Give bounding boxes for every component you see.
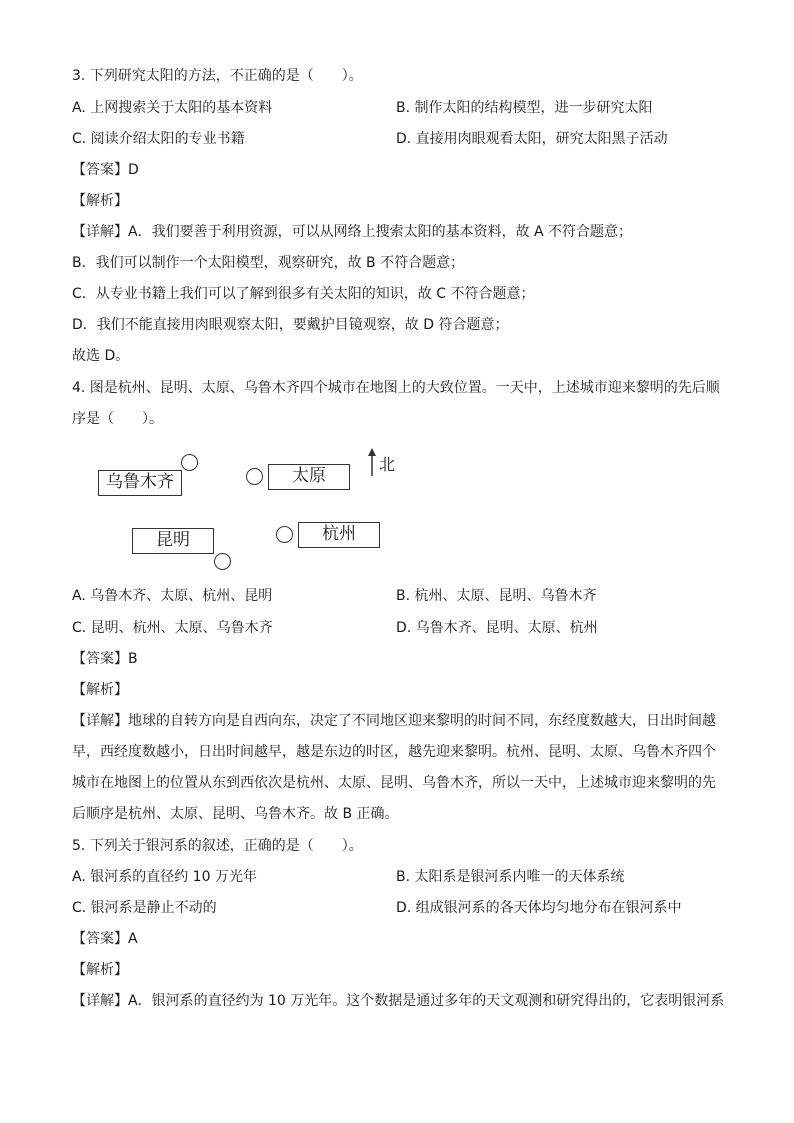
north-label: 北 bbox=[379, 455, 396, 474]
q4-detail-line: 后顺序是杭州、太原、昆明、乌鲁木齐。故 B 正确。 bbox=[72, 806, 399, 822]
q4-analysis: 【解析】 bbox=[72, 682, 128, 698]
q4-question-line: 4. 图是杭州、昆明、太原、乌鲁木齐四个城市在地图上的大致位置。一天中，上述城市迎来黎明的先后顺 bbox=[72, 380, 720, 396]
q5-question: 5. 下列关于银河系的叙述，正确的是（ ）。 bbox=[72, 838, 363, 854]
city-box-taiyuan: 太原 bbox=[268, 464, 350, 490]
city-dot-hangzhou bbox=[276, 526, 293, 543]
north-arrow-icon bbox=[366, 448, 378, 478]
q5-option-b: B. 太阳系是银河系内唯一的天体系统 bbox=[396, 869, 625, 885]
q3-answer: 【答案】D bbox=[72, 162, 139, 178]
q4-detail-line: 【详解】地球的自转方向是自西向东，决定了不同地区迎来黎明的时间不同，东经度数越大，日出时间越 bbox=[72, 713, 716, 729]
q3-option-d: D. 直接用肉眼观看太阳，研究太阳黑子活动 bbox=[396, 131, 668, 147]
city-location-figure bbox=[96, 448, 416, 576]
q5-option-d: D. 组成银河系的各天体均匀地分布在银河系中 bbox=[396, 900, 682, 916]
q4-answer: 【答案】B bbox=[72, 651, 138, 667]
q4-question-line: 序是（ ）。 bbox=[72, 411, 163, 427]
q5-detail-line: 【详解】A．银河系的直径约为 10 万光年。这个数据是通过多年的天文观测和研究得出的，它表明银河系 bbox=[72, 993, 725, 1009]
city-box-urumqi: 乌鲁木齐 bbox=[98, 470, 182, 496]
q5-answer: 【答案】A bbox=[72, 931, 138, 947]
city-dot-kunming bbox=[214, 553, 231, 570]
q4-option-d: D. 乌鲁木齐、昆明、太原、杭州 bbox=[396, 620, 598, 636]
q3-detail-line: 故选 D。 bbox=[72, 348, 130, 364]
city-box-kunming: 昆明 bbox=[132, 528, 214, 554]
q3-detail-line: D．我们不能直接用肉眼观察太阳，要戴护目镜观察，故 D 符合题意； bbox=[72, 317, 509, 333]
q3-detail-line: 【详解】A．我们要善于利用资源，可以从网络上搜索太阳的基本资料，故 A 不符合题意； bbox=[72, 224, 633, 240]
q5-analysis: 【解析】 bbox=[72, 962, 128, 978]
q3-option-c: C. 阅读介绍太阳的专业书籍 bbox=[72, 131, 245, 147]
q4-option-b: B. 杭州、太原、昆明、乌鲁木齐 bbox=[396, 588, 597, 604]
city-dot-taiyuan bbox=[246, 468, 263, 485]
q3-option-b: B. 制作太阳的结构模型，进一步研究太阳 bbox=[396, 100, 653, 116]
q4-detail-line: 早，西经度数越小，日出时间越早，越是东边的时区，越先迎来黎明。杭州、昆明、太原、乌鲁木齐四个 bbox=[72, 744, 716, 760]
q3-detail-line: B．我们可以制作一个太阳模型，观察研究，故 B 不符合题意； bbox=[72, 255, 465, 271]
q3-option-a: A. 上网搜索关于太阳的基本资料 bbox=[72, 100, 273, 116]
q3-detail-line: C．从专业书籍上我们可以了解到很多有关太阳的知识，故 C 不符合题意； bbox=[72, 286, 535, 302]
q4-detail-line: 城市在地图上的位置从东到西依次是杭州、太原、昆明、乌鲁木齐，所以一天中，上述城市迎来黎明的先 bbox=[72, 775, 716, 791]
city-box-hangzhou: 杭州 bbox=[298, 522, 380, 548]
city-dot-urumqi bbox=[181, 454, 198, 471]
q4-option-a: A. 乌鲁木齐、太原、杭州、昆明 bbox=[72, 588, 273, 604]
q5-option-c: C. 银河系是静止不动的 bbox=[72, 900, 217, 916]
q3-question: 3. 下列研究太阳的方法，不正确的是（ ）。 bbox=[72, 68, 363, 84]
q3-analysis: 【解析】 bbox=[72, 193, 128, 209]
q4-option-c: C. 昆明、杭州、太原、乌鲁木齐 bbox=[72, 620, 273, 636]
q5-option-a: A. 银河系的直径约 10 万光年 bbox=[72, 869, 257, 885]
